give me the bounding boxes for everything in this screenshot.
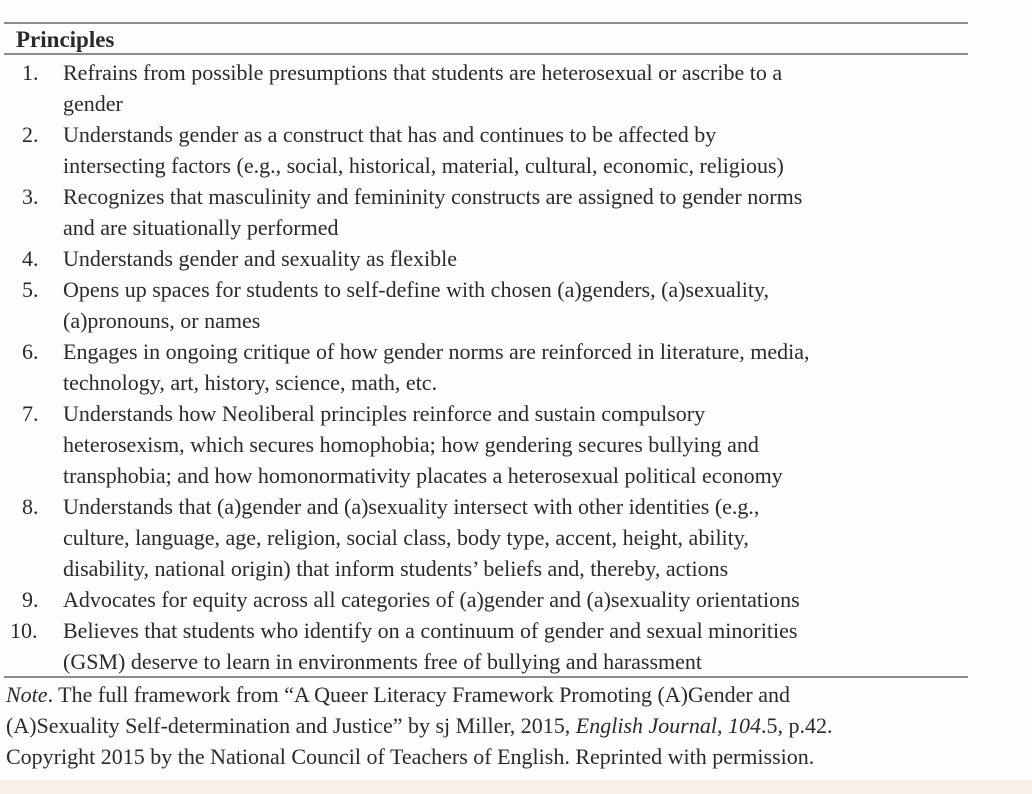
list-item bbox=[0, 274, 1000, 336]
item-text-line: Engages in ongoing critique of how gender norms are reinforced in literature, media, bbox=[63, 339, 810, 364]
note-citation-end: .5, p.42. bbox=[760, 713, 833, 738]
item-number: 8. bbox=[22, 494, 39, 519]
item-text-line: (a)pronouns, or names bbox=[63, 308, 261, 333]
item-text-line: culture, language, age, religion, social class, body type, accent, height, ability, bbox=[63, 525, 749, 550]
table-header-principles: Principles bbox=[16, 27, 115, 52]
item-text-line: Understands how Neoliberal principles reinforce and sustain compulsory bbox=[63, 401, 706, 426]
item-text-line: Advocates for equity across all categories of (a)gender and (a)sexuality orientations bbox=[63, 587, 800, 612]
note-text: . The full framework from “A Queer Literacy Framework Promoting (A)Gender and bbox=[47, 682, 791, 707]
item-number: 5. bbox=[22, 277, 39, 302]
list-item bbox=[0, 181, 1000, 243]
list-item bbox=[0, 615, 1000, 677]
item-text-line: Understands gender and sexuality as flexible bbox=[63, 246, 458, 271]
item-text-line: gender bbox=[63, 91, 123, 116]
item-text-line: intersecting factors (e.g., social, historical, material, cultural, economic, religious) bbox=[63, 153, 784, 178]
item-text-line: Believes that students who identify on a continuum of gender and sexual minorities bbox=[63, 618, 798, 643]
item-number: 1. bbox=[22, 60, 39, 85]
bottom-band bbox=[0, 780, 1032, 794]
list-item bbox=[0, 491, 1000, 584]
item-number: 6. bbox=[22, 339, 39, 364]
note-journal-title: English Journal, 104 bbox=[575, 713, 761, 738]
table-header-rule bbox=[4, 53, 968, 55]
note-line-3: Copyright 2015 by the National Council of Teachers of English. Reprinted with permission. bbox=[6, 744, 815, 769]
item-number: 4. bbox=[22, 246, 39, 271]
list-item bbox=[0, 119, 1000, 181]
item-number: 10. bbox=[10, 618, 38, 643]
item-text-line: (GSM) deserve to learn in environments free of bullying and harassment bbox=[63, 649, 703, 674]
item-text-line: Understands gender as a construct that has and continues to be affected by bbox=[63, 122, 717, 147]
item-text-line: transphobia; and how homonormativity placates a heterosexual political economy bbox=[63, 463, 783, 488]
table-note bbox=[6, 679, 1026, 772]
list-item bbox=[0, 243, 1000, 274]
principles-list bbox=[0, 57, 1000, 677]
item-number: 7. bbox=[22, 401, 39, 426]
item-number: 9. bbox=[22, 587, 39, 612]
item-text-line: Recognizes that masculinity and femininity constructs are assigned to gender norms bbox=[63, 184, 803, 209]
list-item bbox=[0, 336, 1000, 398]
item-text-line: and are situationally performed bbox=[63, 215, 339, 240]
list-item bbox=[0, 57, 1000, 119]
note-line-2 bbox=[6, 710, 1026, 741]
item-text-line: Refrains from possible presumptions that students are heterosexual or ascribe to a bbox=[63, 60, 783, 85]
item-text-line: heterosexism, which secures homophobia; how gendering secures bullying and bbox=[63, 432, 759, 457]
item-number: 3. bbox=[22, 184, 39, 209]
item-text-line: Understands that (a)gender and (a)sexuality intersect with other identities (e.g., bbox=[63, 494, 760, 519]
table-top-rule bbox=[4, 22, 968, 24]
item-text-line: Opens up spaces for students to self-define with chosen (a)genders, (a)sexuality, bbox=[63, 277, 770, 302]
item-text-line: technology, art, history, science, math, etc. bbox=[63, 370, 438, 395]
list-item bbox=[0, 398, 1000, 491]
table-bottom-rule bbox=[4, 676, 968, 678]
note-line-1 bbox=[6, 679, 1026, 710]
list-item bbox=[0, 584, 1000, 615]
item-number: 2. bbox=[22, 122, 39, 147]
item-text-line: disability, national origin) that inform students’ beliefs and, thereby, actions bbox=[63, 556, 729, 581]
note-citation: (A)Sexuality Self-determination and Justice” by sj Miller, 2015, bbox=[6, 713, 576, 738]
note-label: Note bbox=[6, 682, 48, 707]
